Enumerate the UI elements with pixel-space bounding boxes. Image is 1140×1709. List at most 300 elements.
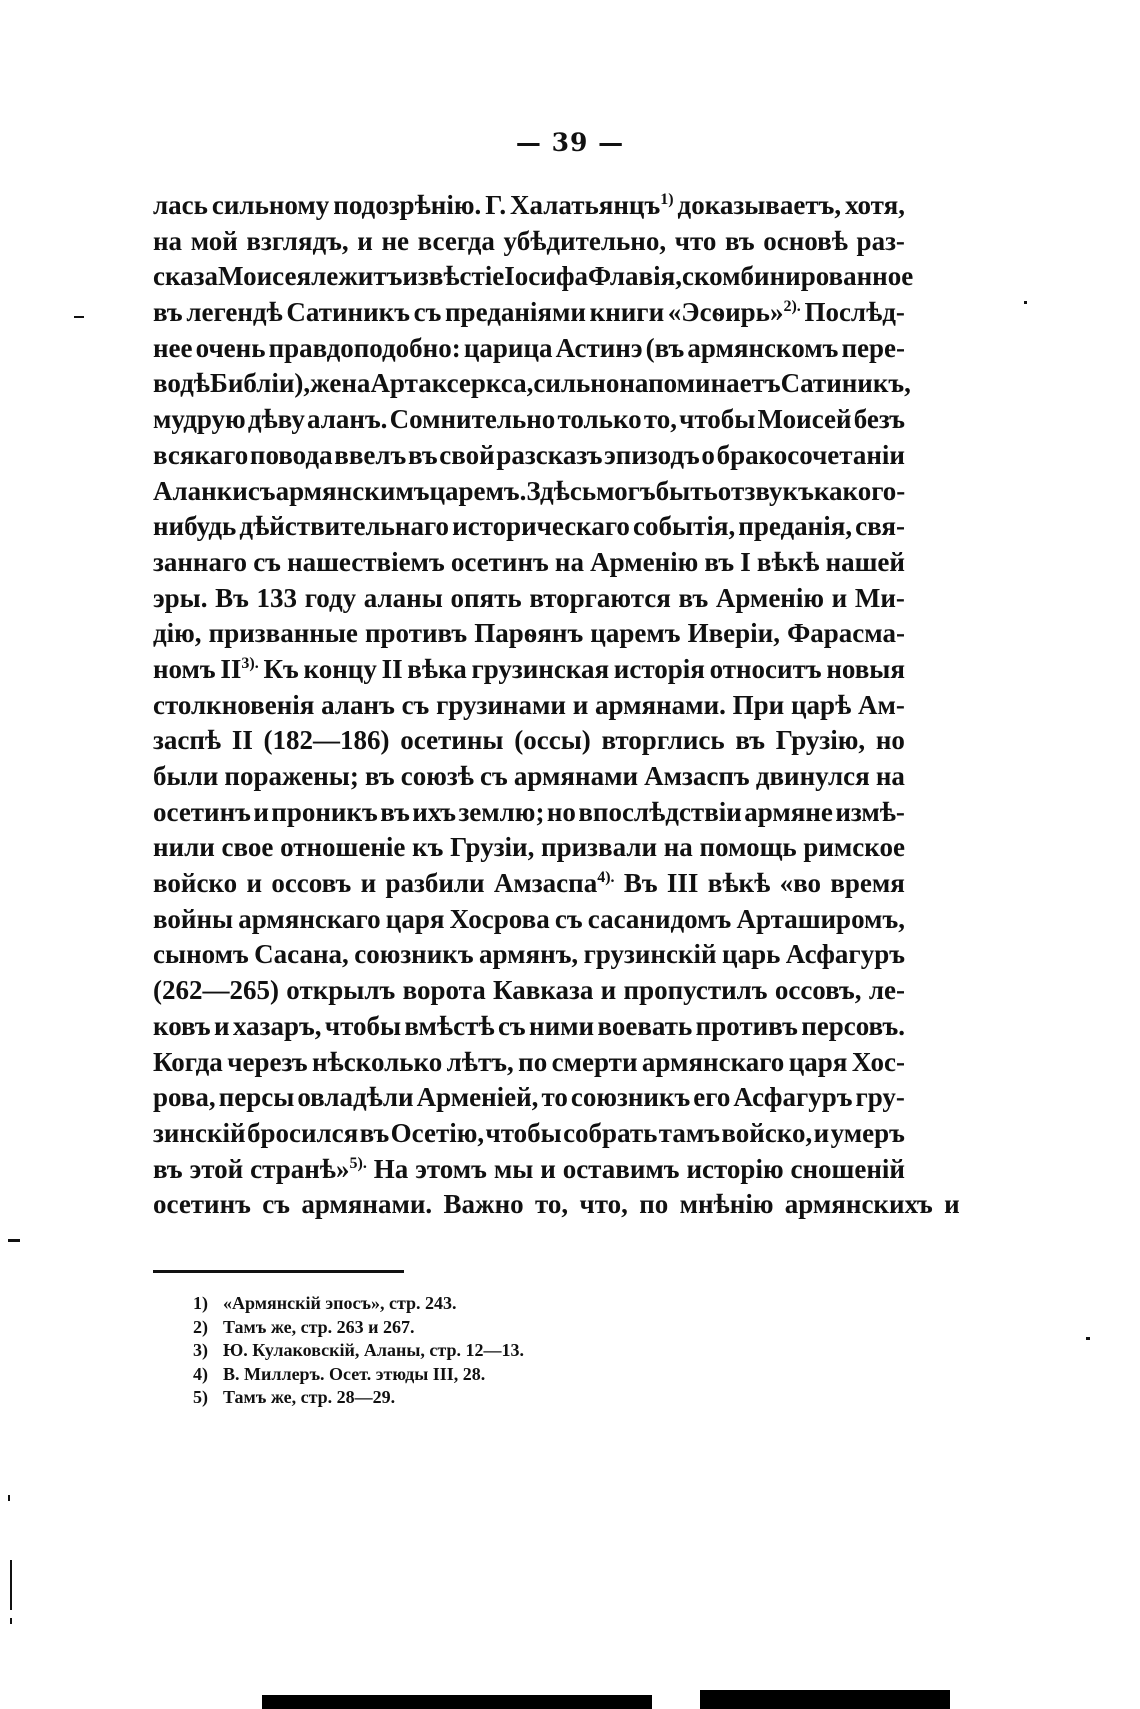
word: исторія bbox=[613, 653, 705, 684]
text-line bbox=[153, 402, 905, 438]
footnote bbox=[193, 1292, 524, 1316]
word: что, bbox=[579, 1189, 628, 1220]
word: ними bbox=[529, 1010, 595, 1041]
word: На bbox=[373, 1153, 409, 1184]
word: умеръ bbox=[830, 1117, 905, 1148]
word: нашествіемъ bbox=[287, 546, 445, 577]
word: измѣ- bbox=[835, 796, 905, 827]
footnote-text: Тамъ же, стр. 28—29. bbox=[223, 1387, 396, 1407]
word: въ bbox=[735, 725, 766, 756]
page-number: — 39 — bbox=[515, 128, 625, 157]
word: эры. bbox=[153, 582, 208, 613]
text-line bbox=[153, 1152, 905, 1188]
word: противъ bbox=[364, 618, 468, 649]
word: Астинэ bbox=[555, 332, 643, 363]
word: «во bbox=[779, 868, 822, 899]
word: проникъ bbox=[271, 796, 378, 827]
word: Сатиникъ, bbox=[780, 368, 911, 399]
word: Халатьянцъ$^{1)}$ bbox=[510, 190, 674, 220]
footnote-number: 4) bbox=[193, 1363, 208, 1384]
word: Когда bbox=[153, 1046, 223, 1077]
word: открылъ bbox=[286, 975, 396, 1006]
word: царемъ. bbox=[429, 475, 527, 506]
word: и bbox=[360, 868, 377, 899]
word: призванные bbox=[208, 618, 358, 649]
word: повода bbox=[249, 439, 333, 470]
word: пропустилъ bbox=[623, 975, 768, 1006]
word: разбили bbox=[385, 868, 485, 899]
word: основѣ bbox=[763, 225, 848, 256]
text-line bbox=[153, 830, 905, 866]
word: Асфагуръ bbox=[733, 1082, 853, 1113]
word: легендѣ bbox=[186, 297, 283, 328]
footnote-text: В. Миллеръ. Осет. этюды III, 28. bbox=[223, 1363, 486, 1384]
text-line bbox=[153, 866, 905, 902]
word: разсказъ bbox=[496, 439, 603, 470]
word: поражены; bbox=[224, 761, 359, 791]
word: въ bbox=[153, 1153, 183, 1184]
word: взглядъ, bbox=[246, 225, 349, 256]
word: армянскихъ bbox=[784, 1189, 933, 1220]
word: вѣка bbox=[407, 653, 467, 684]
word: Хосрова bbox=[449, 903, 550, 934]
text-line bbox=[153, 759, 905, 795]
scan-edge-bar bbox=[700, 1690, 950, 1709]
scan-speck bbox=[8, 1239, 20, 1242]
word: дію, bbox=[153, 618, 202, 649]
word: его bbox=[693, 1082, 731, 1113]
word: 133 bbox=[256, 582, 298, 613]
word: водѣ bbox=[153, 368, 210, 399]
word: Амзаспъ bbox=[644, 761, 750, 791]
word: аланы bbox=[363, 582, 443, 613]
word: всегда bbox=[417, 225, 495, 256]
word: оссовъ bbox=[271, 868, 352, 899]
word: съ bbox=[413, 297, 442, 328]
word: Асфагуръ bbox=[785, 939, 905, 970]
scan-speck bbox=[74, 316, 84, 318]
word: сасанидомъ bbox=[587, 903, 732, 934]
word: помощь bbox=[699, 832, 797, 863]
word: «Эсѳирь»$^{2).}$ bbox=[667, 297, 801, 328]
word: странѣ»$^{5).}$ bbox=[250, 1153, 367, 1184]
word: Здѣсь bbox=[526, 475, 597, 506]
text-line bbox=[153, 295, 905, 331]
word: съ bbox=[262, 1189, 290, 1220]
word: царя bbox=[788, 1046, 848, 1077]
footnote bbox=[193, 1339, 524, 1363]
word: дѣйствительнаго bbox=[239, 511, 450, 542]
word: что bbox=[674, 225, 717, 256]
word: армянами. bbox=[595, 689, 726, 720]
footnote-ref: 1) bbox=[660, 191, 674, 208]
text-line bbox=[153, 188, 905, 224]
word: правдоподобно: bbox=[268, 332, 461, 363]
word: опять bbox=[450, 582, 522, 613]
word: отношеніе bbox=[280, 832, 406, 863]
word: нибудь bbox=[153, 511, 237, 542]
word: вѣкѣ bbox=[707, 868, 771, 899]
footnote-number: 2) bbox=[193, 1316, 208, 1337]
word: въ bbox=[407, 439, 438, 470]
word: на bbox=[663, 832, 693, 863]
word: сильно bbox=[533, 368, 620, 399]
word: съ bbox=[554, 903, 583, 934]
word: Артаксеркса, bbox=[370, 368, 534, 399]
word: землю; bbox=[458, 796, 545, 827]
word: и bbox=[944, 1189, 960, 1220]
word: съ bbox=[497, 1010, 526, 1041]
word: заннаго bbox=[153, 546, 248, 577]
word: къ bbox=[412, 832, 444, 863]
word: (оссы) bbox=[514, 725, 591, 756]
word: свое bbox=[221, 832, 274, 863]
word: съ bbox=[247, 475, 276, 506]
word: доказываетъ, bbox=[677, 190, 842, 220]
text-line bbox=[153, 1045, 905, 1081]
word: оссовъ, bbox=[774, 975, 862, 1006]
word: армянскомъ bbox=[687, 332, 839, 363]
word: сказа bbox=[153, 261, 218, 292]
footnote-number: 5) bbox=[193, 1387, 208, 1407]
word: Моисея bbox=[217, 261, 312, 292]
word: дѣву bbox=[247, 404, 305, 435]
word: нѣсколько bbox=[312, 1046, 443, 1077]
word: (въ bbox=[645, 332, 685, 363]
word: Амзаспа$^{4).}$ bbox=[493, 868, 615, 899]
word: впослѣдствіи bbox=[578, 796, 742, 827]
word: мнѣнію bbox=[679, 1189, 774, 1220]
footnote-text: Тамъ же, стр. 263 и 267. bbox=[223, 1316, 415, 1337]
word: лѣтъ, bbox=[446, 1046, 514, 1077]
text-line bbox=[153, 973, 905, 1009]
word: съ bbox=[401, 689, 430, 720]
word: войско bbox=[153, 868, 238, 899]
footnote bbox=[193, 1316, 524, 1340]
footnote-number: 1) bbox=[193, 1293, 208, 1313]
text-line bbox=[153, 581, 905, 617]
word: Хос- bbox=[851, 1046, 905, 1077]
word: Къ bbox=[263, 653, 299, 684]
text-line bbox=[153, 1187, 960, 1223]
word: то bbox=[541, 1082, 568, 1113]
word: (182—186) bbox=[263, 725, 390, 756]
word: на bbox=[554, 546, 584, 577]
word: овладѣли bbox=[297, 1082, 414, 1113]
word: въ bbox=[359, 1117, 390, 1148]
word: Ми- bbox=[854, 582, 905, 613]
word: аланъ bbox=[321, 689, 395, 720]
word: мы bbox=[493, 1153, 534, 1184]
word: и bbox=[214, 1010, 230, 1041]
text-line bbox=[153, 259, 914, 295]
word: исторію bbox=[686, 1153, 784, 1184]
footnote-ref: 4). bbox=[597, 869, 615, 887]
word: Въ bbox=[623, 868, 658, 899]
word: какого- bbox=[813, 475, 906, 506]
word: Арменію bbox=[715, 582, 824, 613]
word: армянъ, bbox=[479, 939, 579, 970]
word: номъ bbox=[153, 653, 216, 684]
word: Моисей bbox=[757, 404, 852, 435]
footnote-divider bbox=[153, 1270, 404, 1273]
word: чтобы bbox=[679, 404, 756, 435]
word: Ам- bbox=[858, 689, 905, 720]
word: II bbox=[381, 653, 403, 684]
word: новыя bbox=[826, 653, 905, 684]
word: ковъ bbox=[153, 1010, 211, 1041]
word: Сатиникъ bbox=[286, 297, 410, 328]
word: лежитъ bbox=[311, 261, 403, 292]
word: и bbox=[253, 796, 269, 827]
word: Библіи), bbox=[209, 368, 311, 399]
word: царя bbox=[385, 903, 445, 934]
word: армянскаго bbox=[641, 1046, 785, 1077]
word: не bbox=[381, 225, 409, 256]
word: союзникъ bbox=[570, 1082, 691, 1113]
word: но bbox=[875, 725, 905, 756]
word: чтобы bbox=[324, 1010, 402, 1041]
text-line bbox=[153, 795, 905, 831]
text-line bbox=[153, 688, 905, 724]
word: свой bbox=[439, 439, 495, 470]
word: царь bbox=[722, 939, 781, 970]
word: но bbox=[546, 796, 576, 827]
word: Іосифа bbox=[504, 261, 589, 292]
footnote-ref: 3). bbox=[241, 654, 259, 672]
word: концу bbox=[303, 653, 377, 684]
word: армянскимъ bbox=[275, 475, 430, 506]
text-line bbox=[153, 331, 905, 367]
text-line bbox=[153, 723, 905, 759]
text-line bbox=[153, 474, 905, 510]
word: лась bbox=[153, 190, 208, 220]
word: вмѣстѣ bbox=[404, 1010, 495, 1041]
text-line bbox=[153, 902, 905, 938]
word: жена bbox=[310, 368, 371, 399]
word: нили bbox=[153, 832, 215, 863]
word: войны bbox=[153, 903, 234, 934]
word: Аланки bbox=[153, 475, 248, 506]
word: и bbox=[813, 1117, 830, 1148]
word: на bbox=[153, 225, 183, 256]
text-line bbox=[153, 224, 905, 260]
word: по bbox=[639, 1189, 669, 1220]
word: вторглись bbox=[601, 725, 725, 756]
scan-speck bbox=[1024, 301, 1027, 304]
word: Арташиромъ, bbox=[736, 903, 905, 934]
word: историческаго bbox=[452, 511, 630, 542]
word: римское bbox=[803, 832, 905, 863]
word: Арменію bbox=[590, 546, 699, 577]
word: Парѳянъ bbox=[474, 618, 584, 649]
word: событія, bbox=[633, 511, 736, 542]
word: армянами bbox=[513, 761, 639, 791]
word: время bbox=[830, 868, 905, 899]
word: тамъ bbox=[658, 1117, 721, 1148]
word: союзѣ bbox=[400, 761, 474, 791]
word: грузинскій bbox=[583, 939, 717, 970]
word: II bbox=[231, 725, 253, 756]
word: союзникъ bbox=[354, 939, 474, 970]
word: чтобы bbox=[485, 1117, 562, 1148]
word: съ bbox=[253, 546, 281, 577]
word: ле- bbox=[868, 975, 905, 1006]
word: вторгаются bbox=[529, 582, 671, 613]
text-line bbox=[153, 652, 905, 688]
word: мудрую bbox=[153, 404, 246, 435]
word: царица bbox=[463, 332, 553, 363]
word: вѣкѣ bbox=[756, 546, 820, 577]
word: Флавія, bbox=[588, 261, 682, 292]
footnote bbox=[193, 1386, 524, 1410]
word: могъ bbox=[596, 475, 656, 506]
word: ввелъ bbox=[334, 439, 407, 470]
word: столкновенія bbox=[153, 689, 315, 720]
word: году bbox=[304, 582, 357, 613]
word: оставимъ bbox=[562, 1153, 680, 1184]
word: противъ bbox=[695, 1010, 798, 1041]
word: Послѣд- bbox=[804, 297, 905, 328]
word: Иверіи, bbox=[687, 618, 780, 649]
footnote bbox=[193, 1363, 524, 1387]
word: и bbox=[572, 689, 589, 720]
word: (262—265) bbox=[153, 975, 279, 1006]
word: рова, bbox=[153, 1082, 216, 1113]
word: Грузію, bbox=[775, 725, 866, 756]
word: сильному bbox=[211, 190, 330, 220]
word: то, bbox=[535, 1189, 569, 1220]
word: свя- bbox=[855, 511, 905, 542]
word: смерти bbox=[551, 1046, 638, 1077]
scan-edge-bar bbox=[262, 1695, 652, 1709]
word: Кавказа bbox=[493, 975, 594, 1006]
word: собрать bbox=[563, 1117, 658, 1148]
word: и bbox=[831, 582, 848, 613]
word: войско, bbox=[721, 1117, 813, 1148]
word: бросился bbox=[246, 1117, 359, 1148]
footnote-text: Ю. Кулаковскій, Аланы, стр. 12—13. bbox=[223, 1340, 524, 1360]
footnotes bbox=[193, 1292, 524, 1410]
word: осетинъ bbox=[153, 796, 251, 827]
word: призвали bbox=[541, 832, 658, 863]
word: Г. bbox=[485, 190, 507, 220]
word: нее bbox=[153, 332, 193, 363]
text-line bbox=[153, 616, 905, 652]
word: армяне bbox=[744, 796, 833, 827]
word: армянами. bbox=[301, 1189, 433, 1220]
word: о bbox=[701, 439, 715, 470]
footnote-ref: 5). bbox=[349, 1154, 367, 1172]
word: всякаго bbox=[153, 439, 249, 470]
word: $II^{3).}$ bbox=[220, 653, 259, 684]
word: черезъ bbox=[227, 1046, 308, 1077]
text-line bbox=[153, 1080, 905, 1116]
text-line bbox=[153, 937, 905, 973]
word: подозрѣнію. bbox=[333, 190, 482, 220]
word: и bbox=[540, 1153, 556, 1184]
text-line bbox=[153, 366, 911, 402]
word: то, bbox=[643, 404, 677, 435]
footnote-ref: 2). bbox=[783, 298, 801, 316]
word: Сасана, bbox=[254, 939, 349, 970]
word: грузинами bbox=[436, 689, 566, 720]
text-line bbox=[153, 1116, 905, 1152]
word: осетинъ bbox=[450, 546, 549, 577]
scan-speck bbox=[1086, 1337, 1090, 1340]
word: отзвукъ bbox=[717, 475, 814, 506]
word: осетины bbox=[400, 725, 504, 756]
word: персовъ. bbox=[801, 1010, 905, 1041]
word: преданіями bbox=[445, 297, 586, 328]
word: относитъ bbox=[709, 653, 822, 684]
word: При bbox=[732, 689, 785, 720]
text-line bbox=[153, 509, 905, 545]
text-line bbox=[153, 438, 905, 474]
word: книги bbox=[589, 297, 665, 328]
word: скомбинированное bbox=[681, 261, 914, 292]
word: очень bbox=[195, 332, 266, 363]
word: Сомнительно bbox=[389, 404, 556, 435]
word: I bbox=[740, 546, 751, 577]
word: въ bbox=[153, 297, 183, 328]
body-text bbox=[153, 188, 960, 1223]
word: и bbox=[600, 975, 617, 1006]
word: по bbox=[518, 1046, 548, 1077]
word: безъ bbox=[853, 404, 905, 435]
word: въ bbox=[724, 225, 755, 256]
word: грузинская bbox=[471, 653, 610, 684]
word: осетинъ bbox=[153, 1189, 251, 1220]
word: напоминаетъ bbox=[619, 368, 781, 399]
footnote-number: 3) bbox=[193, 1340, 208, 1360]
word: эпизодъ bbox=[604, 439, 700, 470]
word: хотя, bbox=[845, 190, 905, 220]
word: въ bbox=[704, 546, 735, 577]
word: Важно bbox=[443, 1189, 524, 1220]
word: извѣстіе bbox=[402, 261, 505, 292]
word: сношеній bbox=[790, 1153, 905, 1184]
word: съ bbox=[480, 761, 508, 791]
scan-speck bbox=[10, 1618, 12, 1624]
word: раз- bbox=[856, 225, 905, 256]
word: убѣдительно, bbox=[503, 225, 667, 256]
word: на bbox=[875, 761, 905, 791]
word: персы bbox=[218, 1082, 295, 1113]
word: въ bbox=[380, 796, 410, 827]
word: аланъ. bbox=[307, 404, 388, 435]
word: быть bbox=[655, 475, 718, 506]
word: зинскій bbox=[153, 1117, 246, 1148]
word: преданія, bbox=[738, 511, 853, 542]
word: этомъ bbox=[415, 1153, 487, 1184]
word: Фарасма- bbox=[787, 618, 905, 649]
word: пере- bbox=[841, 332, 905, 363]
word: Грузіи, bbox=[450, 832, 535, 863]
word: III bbox=[666, 868, 699, 899]
footnote-text: «Армянскій эпосъ», стр. 243. bbox=[223, 1293, 457, 1313]
word: хазаръ, bbox=[232, 1010, 322, 1041]
word: и bbox=[357, 225, 373, 256]
word: двинулся bbox=[755, 761, 870, 791]
text-line bbox=[153, 545, 905, 581]
word: царѣ bbox=[791, 689, 852, 720]
word: мой bbox=[190, 225, 238, 256]
word: царемъ bbox=[590, 618, 681, 649]
word: ворота bbox=[402, 975, 486, 1006]
word: въ bbox=[678, 582, 709, 613]
word: ихъ bbox=[412, 796, 457, 827]
